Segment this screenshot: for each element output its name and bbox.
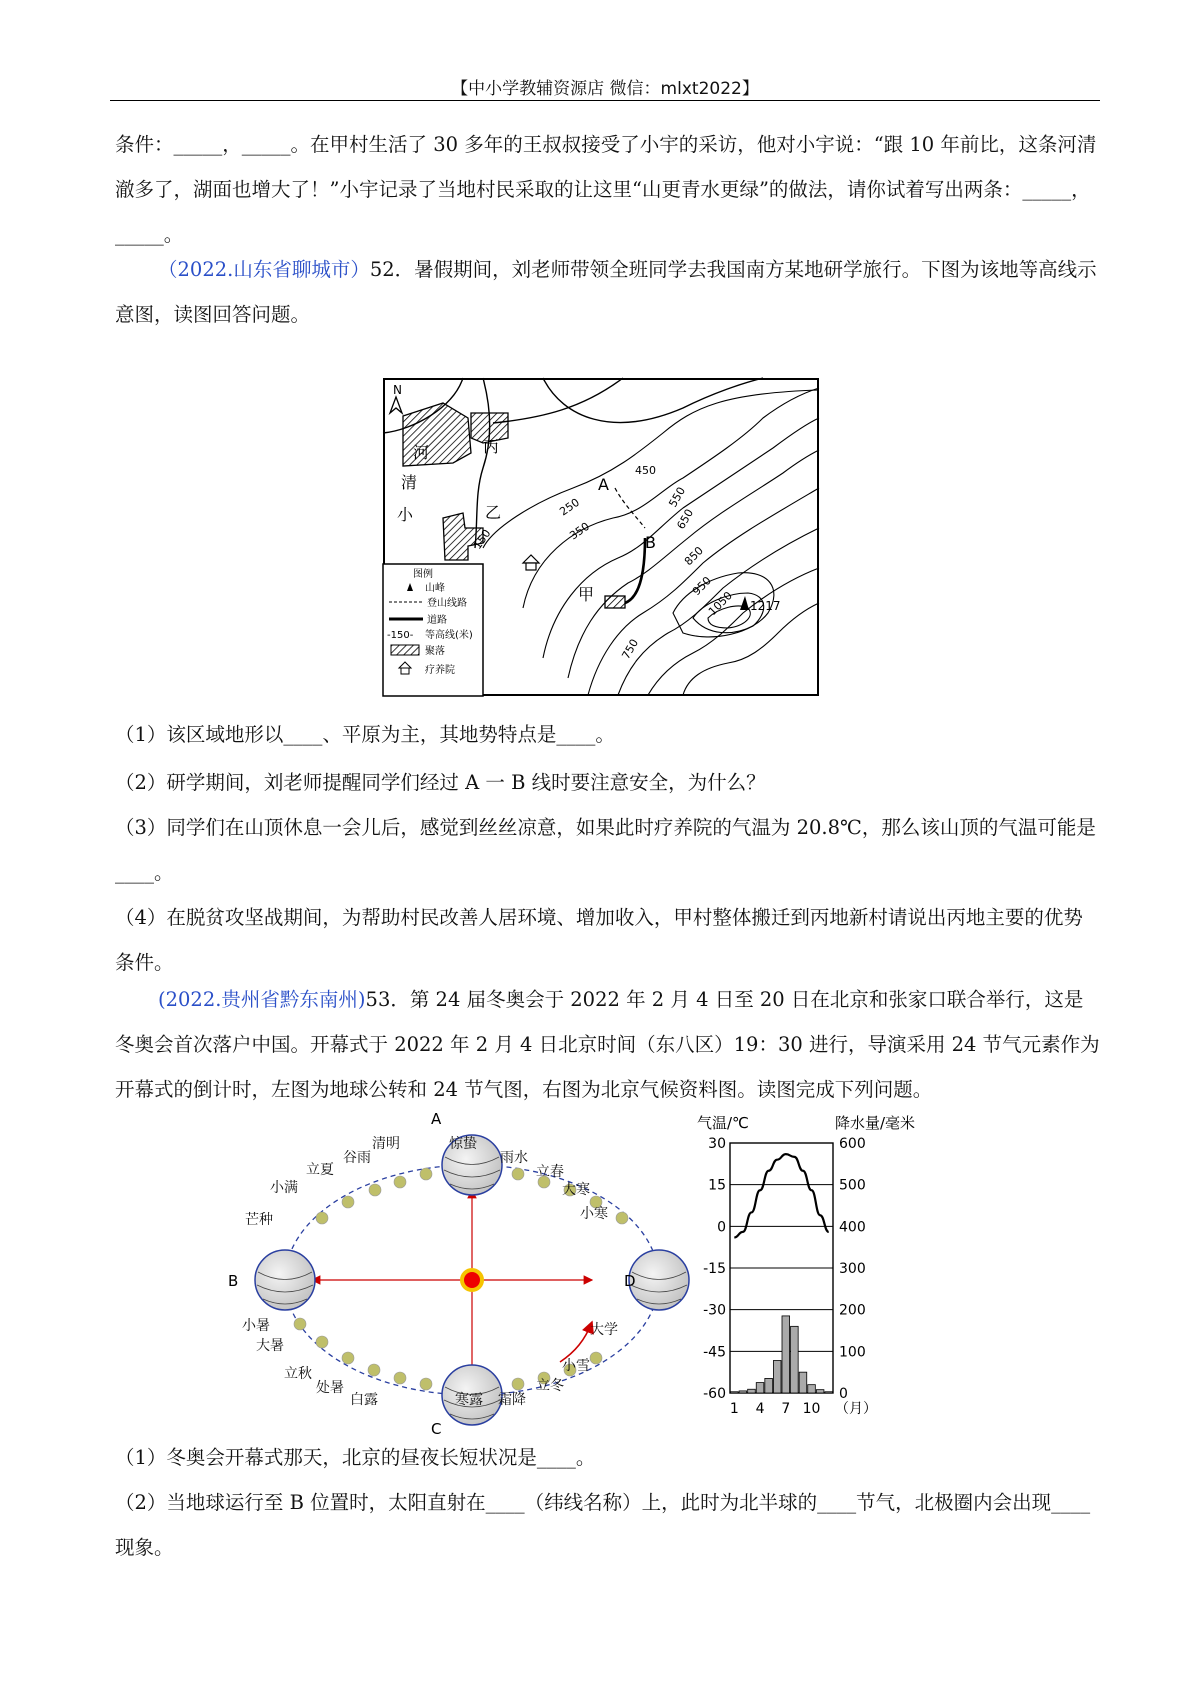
question-52-sub3: （3）同学们在山顶休息一会儿后，感觉到丝丝凉意，如果此时疗养院的气温为 20.8℃，那么该山顶的气温可能是____。 [115, 816, 1096, 884]
term-xiaoxue: 小雪 [562, 1358, 590, 1374]
question-53-sub1: （1）冬奥会开幕式那天，北京的昼夜长短状况是____。 [115, 1446, 596, 1469]
term-lidong: 立冬 [536, 1378, 564, 1394]
river-char-2: 清 [401, 473, 418, 492]
beijing-climate-chart [695, 1110, 945, 1430]
legend-peak: 山峰 [425, 583, 445, 594]
precip-tick-label: 600 [839, 1136, 866, 1152]
term-hanlu: 寒露 [455, 1392, 483, 1408]
legend-settlement: 聚落 [425, 646, 445, 657]
term-lixia: 立夏 [306, 1162, 334, 1178]
peak-label: 1217 [750, 599, 781, 613]
river-char-1: 小 [397, 505, 414, 524]
temp-tick-label: -30 [703, 1302, 726, 1319]
earth-position-d [629, 1250, 689, 1310]
precip-bar [799, 1372, 807, 1393]
question-52-source: （2022.山东省聊城市） [158, 258, 370, 281]
question-52-sub1: （1）该区域地形以____、平原为主，其地势特点是____。 [115, 723, 615, 746]
contour-label-250: 250 [557, 495, 582, 519]
temp-tick-label: -45 [703, 1344, 726, 1361]
term-jingzhe: 惊蛰 [449, 1136, 477, 1152]
question-52-sub2: （2）研学期间，刘老师提醒同学们经过 A 一 B 线时要注意安全，为什么？ [115, 771, 766, 794]
question-53-text: 53．第 24 届冬奥会于 2022 年 2 月 4 日至 20 日在北京和张家口联合举行，这是冬奥会首次落户中国。开幕式于 2022 年 2 月 4 日北京时间（东八区）19：30 进行，导演采用 24 节气元素作为开幕式的倒计时，左图为地球公转和 24 节气图，右图为北京气候资料图。读图完成下列问题。 [115, 988, 1100, 1101]
month-unit-label: （月） [835, 1401, 877, 1417]
contour-label-150: 150 [470, 527, 494, 552]
temp-tick-label: 15 [708, 1177, 726, 1194]
term-chushu: 处暑 [316, 1380, 344, 1396]
term-dashu: 大暑 [256, 1338, 284, 1354]
precip-tick-label: 300 [839, 1261, 866, 1277]
term-xiaoman: 小满 [270, 1180, 298, 1196]
contour-label-650: 650 [674, 506, 697, 532]
page-header [110, 8, 1100, 101]
position-label-a: A [431, 1110, 442, 1128]
contour-label-450: 450 [635, 464, 656, 477]
term-xiaohan: 小寒 [580, 1206, 608, 1222]
river-char-3: 河 [413, 443, 430, 462]
chart-ylabel-left: 气温/℃ [697, 1114, 749, 1132]
label-bing: 丙 [483, 437, 500, 456]
question-52-sub4: （4）在脱贫攻坚战期间，为帮助村民改善人居环境、增加收入，甲村整体搬迁到丙地新村请说出丙地主要的优势条件。 [115, 906, 1083, 974]
precip-bar [825, 1392, 833, 1393]
precip-tick-label: 400 [839, 1219, 866, 1236]
term-lichun: 立春 [536, 1164, 564, 1180]
previous-question-continuation: 条件：_____，_____。在甲村生活了 30 多年的王叔叔接受了小宇的采访，他对小宇说：“跟 10 年前比，这条河清澈多了，湖面也增大了！”小宇记录了当地村民采取的让这里“山更青水更绿”的做法，请你试着写出两条：_____，_____。 [115, 133, 1097, 246]
precip-tick-label: 0 [839, 1386, 848, 1402]
chart-ylabel-right: 降水量/毫米 [835, 1114, 916, 1132]
precip-tick-label: 100 [839, 1344, 866, 1361]
map-legend [383, 564, 483, 696]
earth-orbit-diagram [228, 1110, 690, 1438]
label-yi: 乙 [485, 503, 502, 522]
precip-bar [748, 1389, 756, 1393]
question-53-sub2: （2）当地球运行至 B 位置时，太阳直射在____（纬线名称）上，此时为北半球的____节气，北极圈内会出现____现象。 [115, 1491, 1091, 1559]
contour-label-350: 350 [567, 519, 592, 543]
header-text: 【中小学教辅资源店 微信：mlxt2022】 [451, 79, 759, 99]
precip-tick-label: 500 [839, 1177, 866, 1194]
term-bailu: 白露 [350, 1392, 378, 1408]
north-label: N [393, 383, 402, 397]
month-tick-label: 10 [802, 1401, 821, 1417]
temp-tick-label: 0 [717, 1219, 726, 1236]
precip-tick-label: 200 [839, 1302, 866, 1319]
position-label-d: D [624, 1272, 636, 1290]
month-tick-label: 1 [729, 1401, 739, 1417]
month-tick-label: 7 [781, 1401, 791, 1417]
contour-label-850: 850 [681, 544, 706, 569]
month-tick-label: 4 [755, 1401, 765, 1417]
label-b: B [645, 533, 656, 552]
legend-title: 图例 [413, 569, 433, 580]
term-guyu: 谷雨 [343, 1150, 371, 1166]
precip-bar [773, 1361, 781, 1394]
label-jia: 甲 [578, 585, 595, 604]
legend-contour-sample: -150- [387, 630, 414, 641]
term-yushui: 雨水 [500, 1150, 528, 1166]
term-qingming: 清明 [372, 1136, 400, 1152]
precip-bar [808, 1385, 816, 1393]
question-53-stem [115, 977, 1100, 1112]
precip-bar [739, 1391, 747, 1393]
contour-label-1050: 1050 [705, 589, 735, 619]
precip-bar [791, 1326, 799, 1393]
term-liqiu: 立秋 [284, 1366, 312, 1382]
label-a: A [598, 475, 609, 494]
term-xiaoshu: 小暑 [242, 1318, 270, 1334]
position-label-b: B [228, 1272, 239, 1290]
sun-icon [462, 1270, 482, 1290]
term-daxue: 大学 [590, 1322, 618, 1338]
precip-bar [731, 1392, 739, 1393]
legend-road: 道路 [427, 615, 447, 626]
contour-label-950: 950 [689, 574, 714, 599]
precip-bar [756, 1383, 764, 1393]
legend-contour: 等高线(米) [425, 630, 473, 641]
question-52-text: 52．暑假期间，刘老师带领全班同学去我国南方某地研学旅行。下图为该地等高线示意图，读图回答问题。 [115, 258, 1097, 326]
settlement-jia [605, 596, 625, 608]
term-dahan: 大寒 [562, 1182, 590, 1198]
question-53-source: (2022.贵州省黔东南州) [158, 988, 366, 1011]
temp-tick-label: 30 [708, 1136, 726, 1152]
question-52-stem [115, 247, 1100, 337]
precip-bar [782, 1316, 790, 1393]
earth-position-b [255, 1250, 315, 1310]
legend-trail: 登山线路 [427, 598, 467, 609]
term-mangzhong: 芒种 [245, 1212, 273, 1228]
precip-bar [765, 1378, 773, 1393]
legend-sanatorium: 疗养院 [425, 665, 455, 676]
term-shuangjiang: 霜降 [498, 1392, 526, 1408]
contour-label-550: 550 [666, 484, 689, 510]
contour-label-750: 750 [619, 636, 642, 662]
contour-map [383, 378, 819, 696]
position-label-c: C [431, 1420, 442, 1438]
precip-bar [816, 1390, 824, 1393]
temp-tick-label: -15 [703, 1261, 726, 1277]
temp-tick-label: -60 [703, 1386, 726, 1402]
